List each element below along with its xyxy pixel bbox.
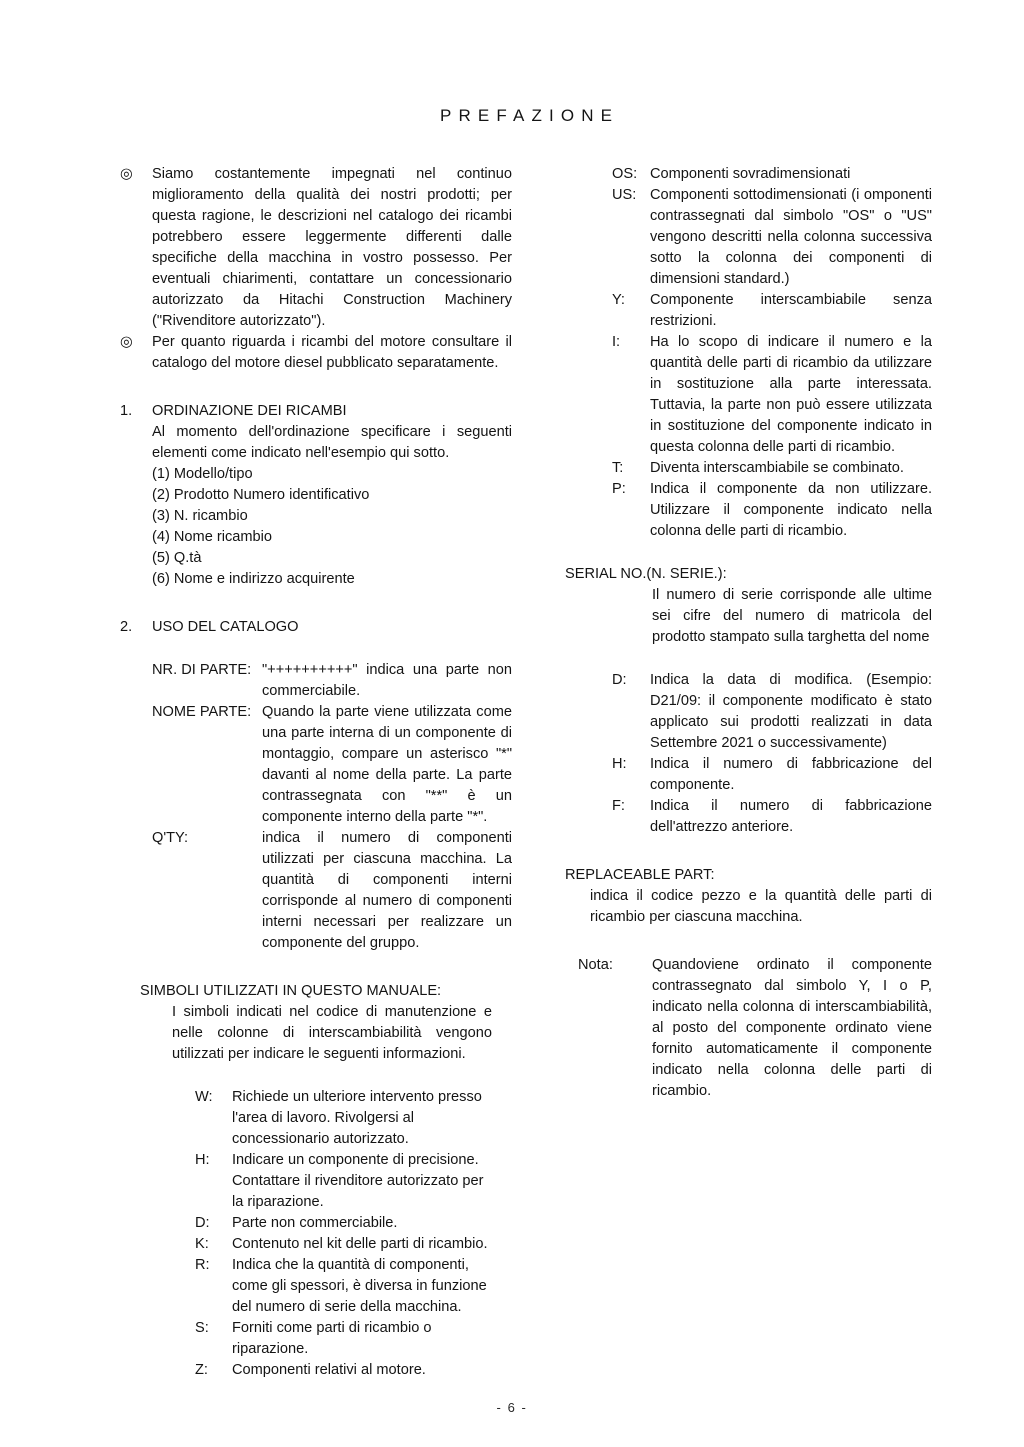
symbol-row-h: [195, 1150, 492, 1213]
ordering-item: (3) N. ricambio: [152, 508, 248, 524]
symbol-term: D:: [195, 1215, 210, 1231]
notice-text-2: Per quanto riguarda i ricambi del motore consultare il catalogo del motore diesel pubblicato separatamente.: [152, 334, 512, 371]
symbol-text: Contenuto nel kit delle parti di ricambio.: [232, 1236, 488, 1252]
symbols-heading: SIMBOLI UTILIZZATI IN QUESTO MANUALE:: [140, 983, 442, 999]
symbol-text: Forniti come parti di ricambio o riparazione.: [232, 1320, 432, 1357]
definition-term: NR. DI PARTE:: [152, 662, 252, 678]
double-circle-bullet-icon: ◎: [120, 334, 133, 350]
replaceable-part-heading: REPLACEABLE PART:: [565, 867, 715, 883]
symbol-text: Indica il componente da non utilizzare. Utilizzare il componente indicato nella colonna delle parti di ricambio.: [650, 481, 932, 539]
symbol-term: S:: [195, 1320, 209, 1336]
section-number: 2.: [120, 619, 133, 635]
symbol-term: F:: [612, 798, 625, 814]
symbol-row-z: [195, 1360, 492, 1381]
note-text: Quandoviene ordinato il componente contrassegnato dal simbolo Y, I o P, indicato nella colonna di interscambiabilità, al posto del componente ordinato viene fornito automaticamente il componente indicato nella colonna delle parti di ricambio.: [652, 957, 932, 1099]
symbol-row-p: [612, 479, 932, 542]
symbol-term: OS:: [612, 166, 638, 182]
symbol-text: Ha lo scopo di indicare il numero e la quantità delle parti di ricambio da utilizzare in sostituzione alla parte interessata. Tuttavia, la parte non può essere utilizzata in sostituzione del componente indicato in questa colonna delle parti di ricambio.: [650, 334, 932, 455]
notice-paragraph-2: [120, 332, 512, 374]
note-label: Nota:: [578, 957, 613, 973]
ordering-item: (4) Nome ricambio: [152, 529, 273, 545]
page-number: - 6 -: [496, 1400, 528, 1415]
symbol-text: Diventa interscambiabile se combinato.: [650, 460, 904, 476]
definition-term: Q'TY:: [152, 830, 189, 846]
double-circle-bullet-icon: ◎: [120, 166, 133, 182]
left-column: [120, 164, 512, 1381]
symbol-row-k: [195, 1234, 492, 1255]
symbol-row-y: [612, 290, 932, 332]
symbol-text: Componenti sottodimensionati (i omponenti contrassegnati dal simbolo "OS" o "US" vengono descritti nella colonna successiva sotto la colonna dei componenti di dimensioni standard.): [650, 187, 932, 287]
symbol-term: I:: [612, 334, 621, 350]
section-heading-catalog-use: USO DEL CATALOGO: [152, 619, 299, 635]
note-row: [578, 955, 932, 1102]
right-column: [565, 164, 932, 1381]
symbol-term: K:: [195, 1236, 209, 1252]
definition-row-part-no: [152, 660, 512, 702]
symbol-term: P:: [612, 481, 626, 497]
section-body: [152, 401, 512, 590]
section-ordering: [120, 401, 512, 590]
notice-text-1: Siamo costantemente impegnati nel continuo miglioramento della qualità dei nostri prodotti; per questa ragione, le descrizioni nel catalogo dei ricambi potrebbero essere leggermente differenti dalle specifiche della macchina in vostro possesso. Per eventuali chiarimenti, contattare un concessionario autorizzato da Hitachi Construction Machinery ("Rivenditore autorizzato").: [152, 166, 512, 329]
definition-row-qty: [152, 828, 512, 954]
symbol-text: Richiede un ulteriore intervento presso l'area di lavoro. Rivolgersi al concessionario autorizzato.: [232, 1089, 482, 1147]
symbol-text: Componenti sovradimensionati: [650, 166, 851, 182]
definition-text: indica il numero di componenti utilizzati per ciascuna macchina. La quantità di componenti interni corrisponde al numero di componenti interni necessari per realizzare un componente del gruppo.: [262, 830, 512, 951]
section-number: 1.: [120, 403, 133, 419]
symbols-intro: I simboli indicati nel codice di manutenzione e nelle colonne di interscambiabilità vengono utilizzati per indicare le seguenti informazioni.: [172, 1004, 492, 1062]
symbol-text: Componente interscambiabile senza restrizioni.: [650, 292, 932, 329]
section-body: [152, 617, 512, 954]
symbol-term: Z:: [195, 1362, 208, 1378]
symbol-term: H:: [612, 756, 627, 772]
symbol-row-os: [612, 164, 932, 185]
ordering-item: (1) Modello/tipo: [152, 466, 253, 482]
symbol-row-us: [612, 185, 932, 290]
symbol-row-r: [195, 1255, 492, 1318]
definition-term: NOME PARTE:: [152, 704, 252, 720]
section-heading-ordering: ORDINAZIONE DEI RICAMBI: [152, 403, 347, 419]
section-intro-ordering: Al momento dell'ordinazione specificare i seguenti elementi come indicato nell'esempio qui sotto.: [152, 424, 512, 461]
symbol-row-f: [612, 796, 932, 838]
symbol-text: Indica la data di modifica. (Esempio: D21/09: il componente modificato è stato applicato sui prodotti realizzati in data Settembre 2021 o successivamente): [650, 672, 932, 751]
section-catalog-use: [120, 617, 512, 954]
symbol-term: T:: [612, 460, 624, 476]
symbol-term: H:: [195, 1152, 210, 1168]
serial-no-heading: SERIAL NO.(N. SERIE.):: [565, 566, 727, 582]
symbol-text: Indica che la quantità di componenti, come gli spessori, è diversa in funzione del numero di serie della macchina.: [232, 1257, 487, 1315]
definition-text: "++++++++++" indica una parte non commerciabile.: [262, 662, 512, 699]
symbol-term: Y:: [612, 292, 625, 308]
definition-text: Quando la parte viene utilizzata come una parte interna di un componente di montaggio, compare un asterisco "*" davanti al nome della parte. La parte contrassegnata con "**" è un componente interno della parte "*".: [262, 704, 512, 825]
symbol-row-w: [195, 1087, 492, 1150]
symbol-row-s: [195, 1318, 492, 1360]
ordering-item: (2) Prodotto Numero identificativo: [152, 487, 370, 503]
notice-paragraph-1: [120, 164, 512, 332]
symbol-row-d: [195, 1213, 492, 1234]
serial-no-text: Il numero di serie corrisponde alle ultime sei cifre del numero di matricola del prodotto stampato sulla targhetta del nome: [652, 587, 932, 645]
symbol-text: Indica il numero di fabbricazione dell'attrezzo anteriore.: [650, 798, 932, 835]
symbol-text: Componenti relativi al motore.: [232, 1362, 426, 1378]
replaceable-part-text: indica il codice pezzo e la quantità delle parti di ricambio per ciascuna macchina.: [590, 888, 932, 925]
symbol-text: Parte non commerciabile.: [232, 1215, 398, 1231]
symbol-term: R:: [195, 1257, 210, 1273]
symbol-text: Indicare un componente di precisione. Contattare il rivenditore autorizzato per la riparazione.: [232, 1152, 484, 1210]
symbol-term: US:: [612, 187, 637, 203]
symbol-row-i: [612, 332, 932, 458]
page-title: PREFAZIONE: [440, 106, 620, 125]
symbol-row-h2: [612, 754, 932, 796]
symbol-row-t: [612, 458, 932, 479]
symbol-term: D:: [612, 672, 627, 688]
ordering-item: (6) Nome e indirizzo acquirente: [152, 571, 355, 587]
symbol-term: W:: [195, 1089, 213, 1105]
symbol-row-date: [612, 670, 932, 754]
definition-row-part-name: [152, 702, 512, 828]
symbol-text: Indica il numero di fabbricazione del componente.: [650, 756, 932, 793]
two-column-layout: [120, 164, 932, 1381]
ordering-item: (5) Q.tà: [152, 550, 202, 566]
